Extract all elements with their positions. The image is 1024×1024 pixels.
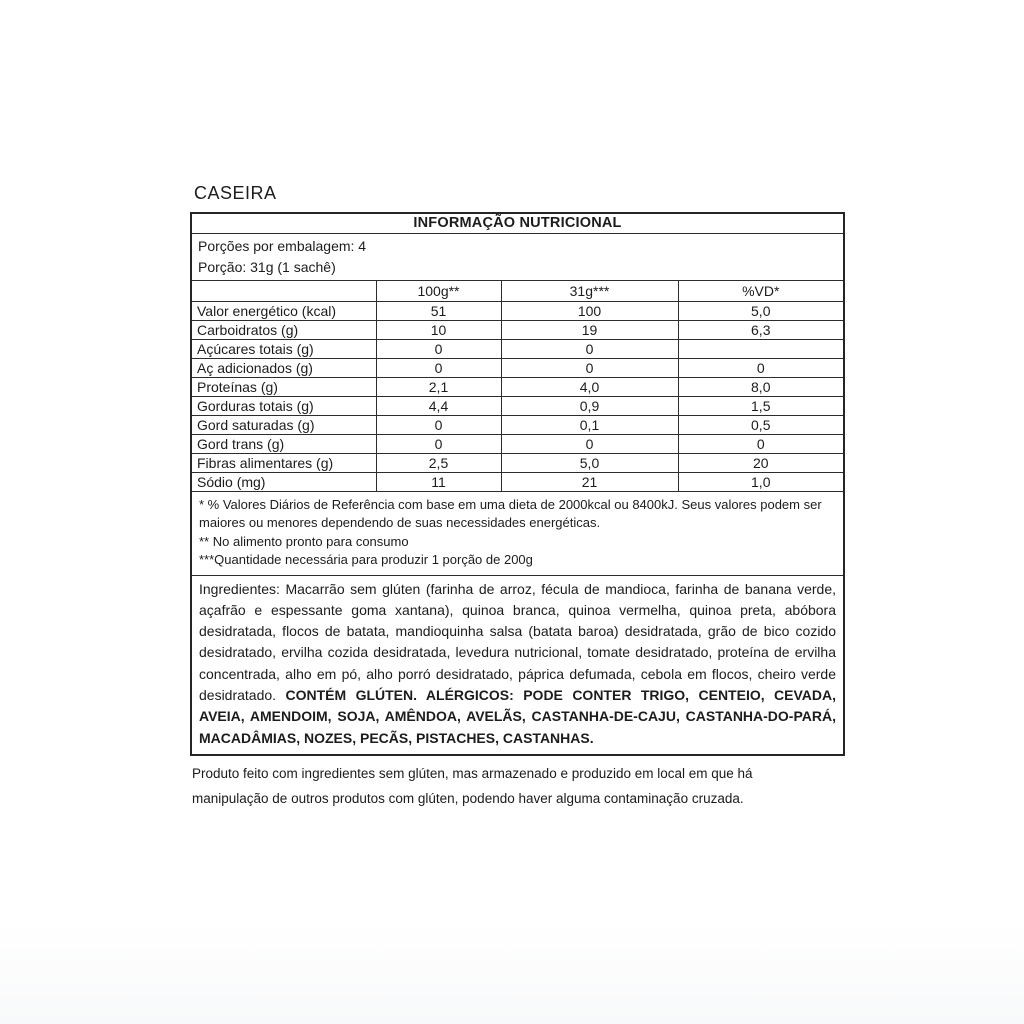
- table-row: [191, 453, 844, 472]
- value-vd: [678, 339, 844, 358]
- value-100g: 0: [376, 339, 501, 358]
- value-31g: 0,1: [501, 415, 678, 434]
- column-header-row: [191, 280, 844, 301]
- value-vd: 20: [678, 453, 844, 472]
- table-row: [191, 301, 844, 320]
- cross-contamination-disclaimer: Produto feito com ingredientes sem glúten, mas armazenado e produzido em local em que há manipulação de outros produtos com glúten, podendo haver alguma contaminação cruzada.: [192, 765, 753, 806]
- servings-row: [191, 233, 844, 280]
- nutrient-label: Fibras alimentares (g): [191, 453, 376, 472]
- value-vd: 0,5: [678, 415, 844, 434]
- table-row: [191, 434, 844, 453]
- table-title: INFORMAÇÃO NUTRICIONAL: [191, 213, 844, 233]
- ingredients-cell: [191, 575, 844, 755]
- value-100g: 2,5: [376, 453, 501, 472]
- nutrient-label: Aç adicionados (g): [191, 358, 376, 377]
- table-row: [191, 415, 844, 434]
- table-row: [191, 320, 844, 339]
- servings-per-package: Porções por embalagem: 4: [198, 237, 367, 254]
- footnotes-row: [191, 491, 844, 575]
- value-31g: 21: [501, 472, 678, 491]
- nutrient-label: Carboidratos (g): [191, 320, 376, 339]
- value-vd: 0: [678, 434, 844, 453]
- nutrient-label: Gord trans (g): [191, 434, 376, 453]
- serving-size: Porção: 31g (1 sachê): [198, 258, 336, 275]
- table-title-row: [191, 213, 844, 233]
- value-100g: 0: [376, 434, 501, 453]
- value-vd: 5,0: [678, 301, 844, 320]
- value-100g: 4,4: [376, 396, 501, 415]
- nutrient-label: Valor energético (kcal): [191, 301, 376, 320]
- value-100g: 11: [376, 472, 501, 491]
- table-row: [191, 472, 844, 491]
- value-100g: 0: [376, 415, 501, 434]
- table-row: [191, 396, 844, 415]
- value-vd: 6,3: [678, 320, 844, 339]
- value-31g: 0: [501, 434, 678, 453]
- ingredients-paragraph: [199, 579, 836, 749]
- nutrient-label: Proteínas (g): [191, 377, 376, 396]
- nutrient-label: Açúcares totais (g): [191, 339, 376, 358]
- footnote-vd-reference: * % Valores Diários de Referência com base em uma dieta de 2000kcal ou 8400kJ. Seus valores podem ser maiores ou menores dependendo de suas necessidades energéticas.: [199, 496, 822, 530]
- value-vd: 0: [678, 358, 844, 377]
- column-header-empty: [191, 280, 376, 301]
- footnote-quantity: ***Quantidade necessária para produzir 1 porção de 200g: [199, 552, 533, 567]
- value-100g: 51: [376, 301, 501, 320]
- value-100g: 0: [376, 358, 501, 377]
- value-31g: 0: [501, 339, 678, 358]
- nutrient-label: Gord saturadas (g): [191, 415, 376, 434]
- column-header-vd: %VD*: [678, 280, 844, 301]
- value-31g: 0: [501, 358, 678, 377]
- nutrient-label: Sódio (mg): [191, 472, 376, 491]
- value-31g: 0,9: [501, 396, 678, 415]
- ingredients-row: [191, 575, 844, 755]
- ingredients-text: Ingredientes: Macarrão sem glúten (farinha de arroz, fécula de mandioca, farinha de banana verde, açafrão e espessante goma xantana), quinoa branca, quinoa vermelha, quinoa preta, abóbora desidratada, flocos de batata, mandioquinha salsa (batata baroa) desidratada, grão de bico cozido desidratado, ervilha cozida desidratada, levedura nutricional, tomate desidratado, proteína de ervilha concentrada, alho em pó, alho porró desidratado, páprica defumada, cebola em flocos, cheiro verde desidratado.: [199, 580, 836, 703]
- value-100g: 10: [376, 320, 501, 339]
- value-100g: 2,1: [376, 377, 501, 396]
- value-vd: 1,0: [678, 472, 844, 491]
- table-row: [191, 358, 844, 377]
- nutrition-label: [190, 183, 843, 811]
- product-title: CASEIRA: [194, 183, 277, 203]
- value-vd: 8,0: [678, 377, 844, 396]
- value-vd: 1,5: [678, 396, 844, 415]
- column-header-31g: 31g***: [501, 280, 678, 301]
- nutrition-facts-table: [190, 212, 845, 756]
- nutrient-label: Gorduras totais (g): [191, 396, 376, 415]
- table-row: [191, 339, 844, 358]
- value-31g: 5,0: [501, 453, 678, 472]
- column-header-100g: 100g**: [376, 280, 501, 301]
- table-row: [191, 377, 844, 396]
- footnote-prepared: ** No alimento pronto para consumo: [199, 533, 409, 549]
- value-31g: 100: [501, 301, 678, 320]
- value-31g: 4,0: [501, 377, 678, 396]
- footnotes-cell: [191, 491, 844, 575]
- allergen-warning: CONTÉM GLÚTEN. ALÉRGICOS: PODE CONTER TRIGO, CENTEIO, CEVADA, AVEIA, AMENDOIM, SOJA, AMÊNDOA, AVELÃS, CASTANHA-DE-CAJU, CASTANHA-DO-PARÁ, MACADÂMIAS, NOZES, PECÃS, PISTACHES, CASTANHAS.: [199, 686, 836, 746]
- value-31g: 19: [501, 320, 678, 339]
- servings-cell: [191, 233, 844, 280]
